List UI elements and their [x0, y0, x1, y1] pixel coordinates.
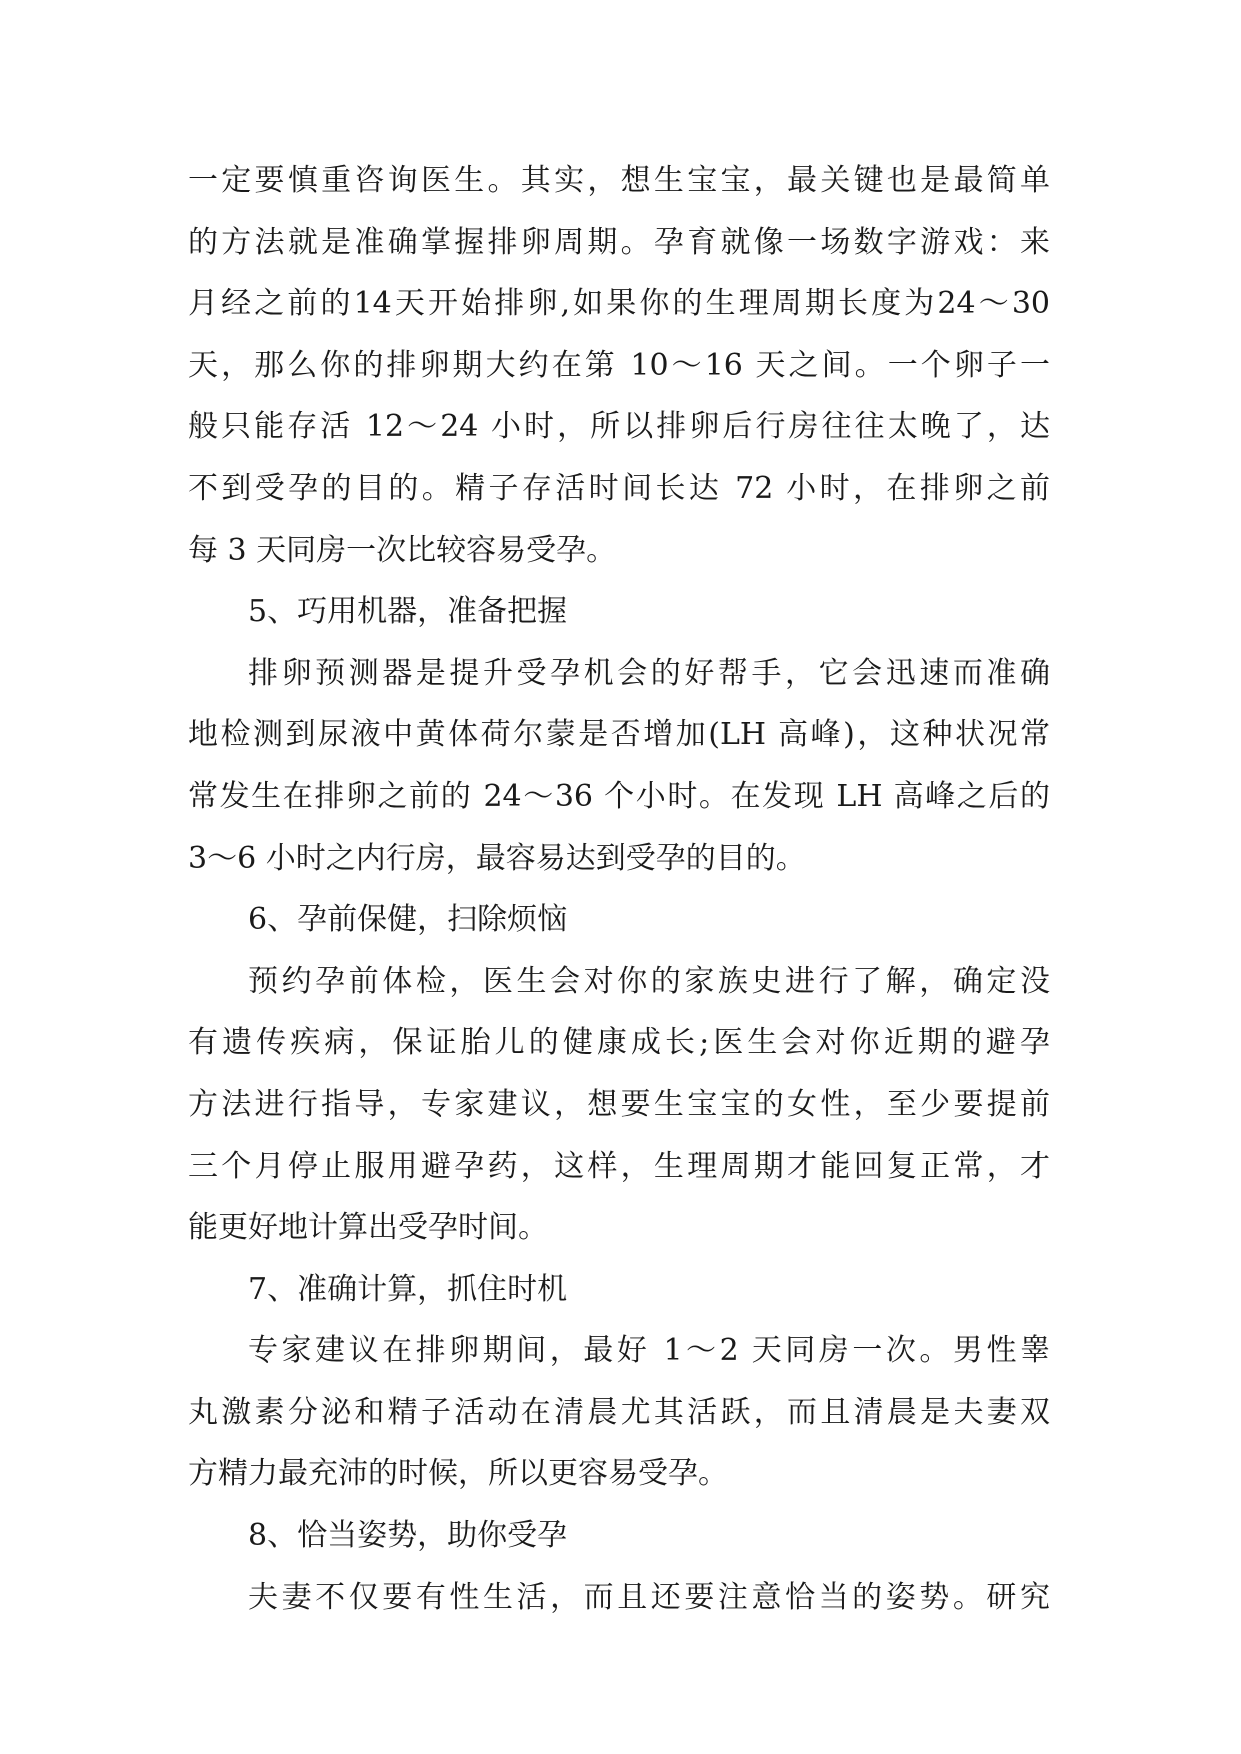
- text-line: 三个月停止服用避孕药，这样，生理周期才能回复正常，才: [188, 1148, 1050, 1184]
- heading-text: 5、巧用机器，准备把握: [248, 594, 568, 630]
- text-line: 丸激素分泌和精子活动在清晨尤其活跃，而且清晨是夫妻双: [188, 1394, 1050, 1430]
- text-line: 每 3 天同房一次比较容易受孕。: [188, 532, 617, 568]
- body-paragraph: [188, 643, 1050, 889]
- text-line: 常发生在排卵之前的 24～36 个小时。在发现 LH 高峰之后的: [188, 778, 1050, 814]
- heading-text: 8、恰当姿势，助你受孕: [248, 1518, 568, 1554]
- text-line: 3～6 小时之内行房，最容易达到受孕的目的。: [188, 840, 806, 876]
- text-line: 月经之前的14天开始排卵,如果你的生理周期长度为24～30: [188, 286, 1050, 322]
- text-line: 夫妻不仅要有性生活，而且还要注意恰当的姿势。研究: [248, 1579, 1050, 1615]
- text-line: 专家建议在排卵期间，最好 1～2 天同房一次。男性睾: [248, 1333, 1050, 1369]
- section-heading: [188, 889, 1050, 951]
- heading-text: 6、孕前保健，扫除烦恼: [248, 902, 568, 938]
- text-line: 的方法就是准确掌握排卵周期。孕育就像一场数字游戏：来: [188, 224, 1050, 260]
- text-line: 有遗传疾病，保证胎儿的健康成长;医生会对你近期的避孕: [188, 1025, 1050, 1061]
- text-line: 排卵预测器是提升受孕机会的好帮手，它会迅速而准确: [248, 655, 1050, 691]
- body-paragraph: [188, 1567, 1050, 1629]
- section-heading: [188, 1259, 1050, 1321]
- section-heading: [188, 581, 1050, 643]
- heading-text: 7、准确计算，抓住时机: [248, 1271, 568, 1307]
- text-line: 不到受孕的目的。精子存活时间长达 72 小时，在排卵之前: [188, 470, 1050, 506]
- text-line: 地检测到尿液中黄体荷尔蒙是否增加(LH 高峰)，这种状况常: [188, 717, 1050, 753]
- text-line: 一定要慎重咨询医生。其实，想生宝宝，最关键也是最简单: [188, 163, 1050, 198]
- text-line: 般只能存活 12～24 小时，所以排卵后行房往往太晚了，达: [188, 409, 1050, 445]
- section-heading: [188, 1505, 1050, 1567]
- text-line: 能更好地计算出受孕时间。: [188, 1210, 548, 1246]
- text-line: 天，那么你的排卵期大约在第 10～16 天之间。一个卵子一: [188, 347, 1050, 383]
- document-body: [188, 150, 1050, 1628]
- text-line: 预约孕前体检，医生会对你的家族史进行了解，确定没: [248, 963, 1050, 999]
- body-paragraph: [188, 951, 1050, 1259]
- body-paragraph: [188, 1320, 1050, 1505]
- text-line: 方精力最充沛的时候，所以更容易受孕。: [188, 1456, 728, 1492]
- text-line: 方法进行指导，专家建议，想要生宝宝的女性，至少要提前: [188, 1086, 1050, 1122]
- body-paragraph: [188, 150, 1050, 581]
